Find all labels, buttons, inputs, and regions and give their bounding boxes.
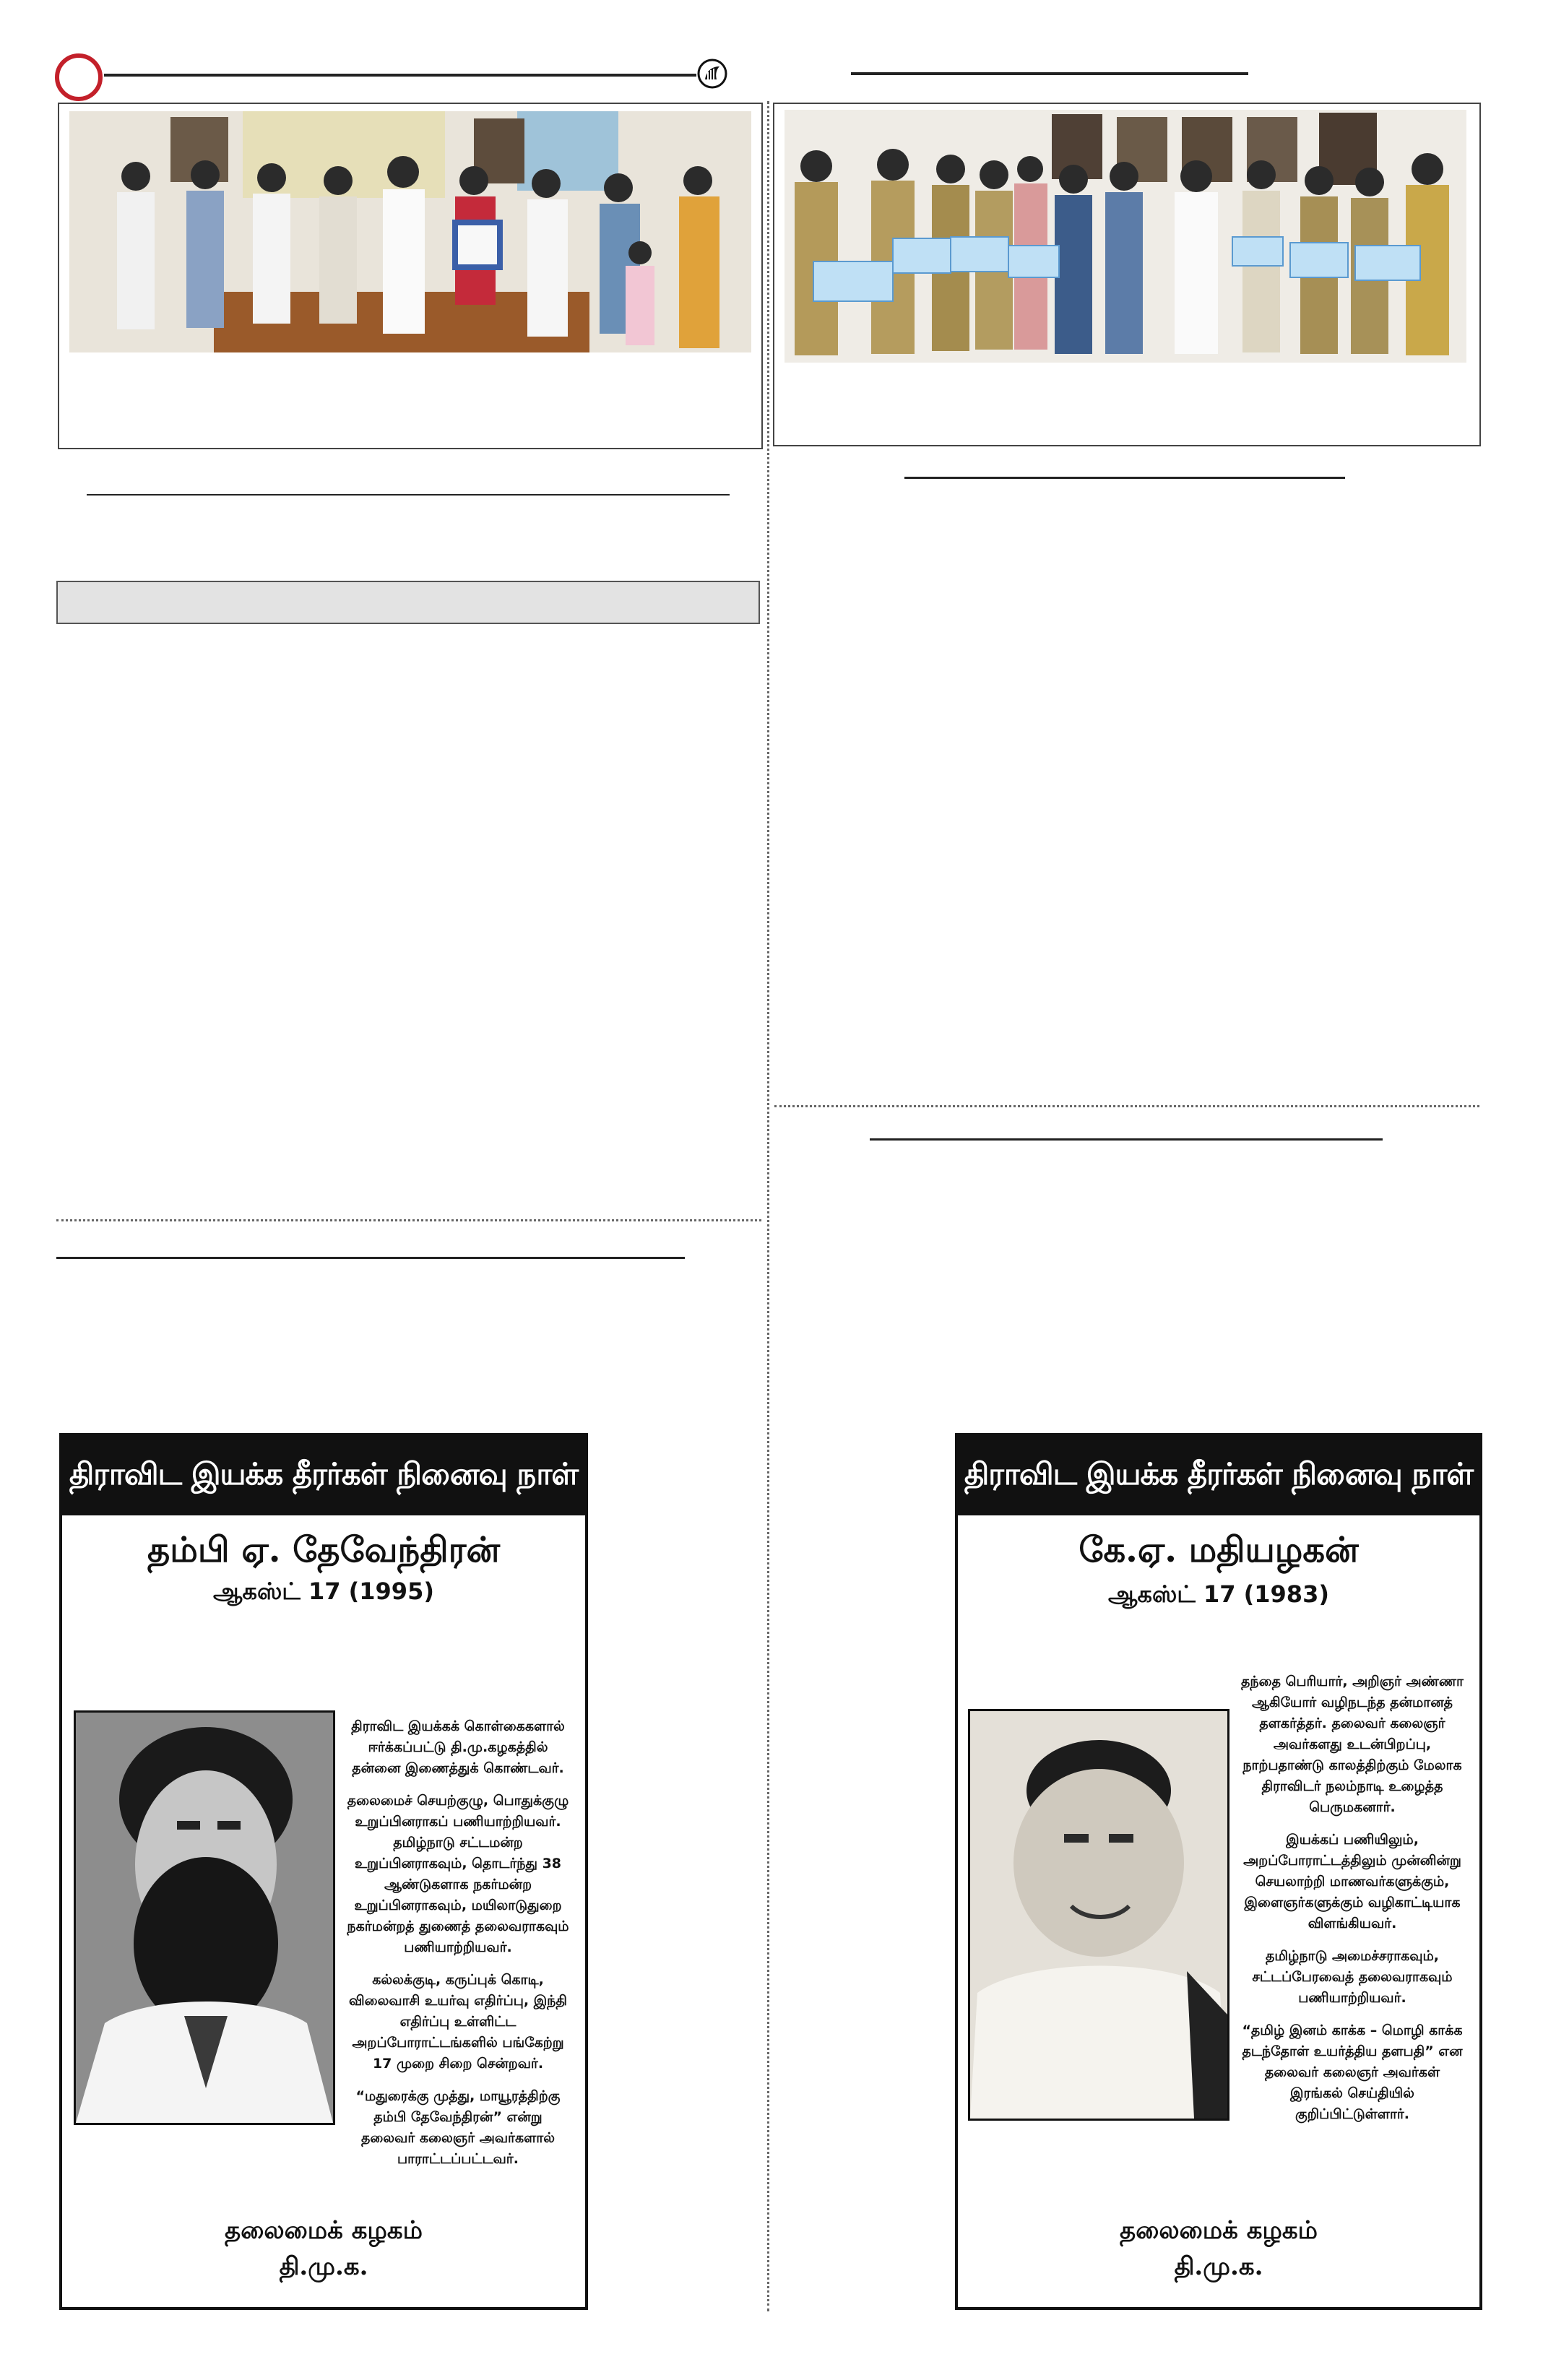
memorial-heading: திராவிட இயக்க தீரர்கள் நினைவு நாள் bbox=[62, 1436, 585, 1515]
memorial-bio bbox=[345, 1716, 571, 2181]
red-circle-badge-icon bbox=[53, 52, 104, 103]
right-headline-rule-2 bbox=[870, 1138, 1383, 1141]
right-section-divider bbox=[774, 1105, 1479, 1107]
bio-paragraph: “மதுரைக்கு முத்து, மாயூரத்திற்கு தம்பி தேவேந்திரன்” என்று தலைவர் கலைஞர் அவர்களால் பாராட்டப்பட்டவர். bbox=[355, 2088, 561, 2167]
column-divider bbox=[767, 101, 769, 2311]
bio-paragraph: தமிழ்நாடு அமைச்சராகவும், சட்டப்பேரவைத் தலைவராகவும் பணியாற்றியவர். bbox=[1252, 1948, 1453, 2006]
bio-paragraph: இயக்கப் பணியிலும், அறப்போராட்டத்திலும் முன்னின்று செயலாற்றி மாணவர்களுக்கும், இளைஞர்களுக்கும் வழிகாட்டியாக விளங்கியவர். bbox=[1243, 1832, 1461, 1931]
header-rule-left bbox=[104, 74, 696, 77]
bio-paragraph: கல்லக்குடி, கருப்புக் கொடி, விலைவாசி உயர்வு எதிர்ப்பு, இந்தி எதிர்ப்பு உள்ளிட்ட அறப்போராட்டங்களில் பங்கேற்று 17 முறை சிறை சென்றவர். bbox=[349, 1972, 567, 2072]
memorial-footer-line1: தலைமைக் கழகம் bbox=[225, 2216, 423, 2245]
memorial-footer-line1: தலைமைக் கழகம் bbox=[1120, 2216, 1318, 2245]
party-symbol-icon bbox=[696, 58, 728, 90]
photo-box-right bbox=[773, 103, 1481, 446]
memorial-name: தம்பி ஏ. தேவேந்திரன் bbox=[147, 1530, 500, 1570]
memorial-footer-line2: தி.மு.க. bbox=[1174, 2252, 1263, 2281]
memorial-date: ஆகஸ்ட் 17 (1995) bbox=[213, 1578, 434, 1605]
photo-distribution-event bbox=[785, 110, 1466, 363]
left-section-divider bbox=[56, 1219, 761, 1221]
memorial-bio bbox=[1238, 1671, 1466, 2137]
memorial-ad-devendran bbox=[59, 1433, 588, 2310]
right-headline-rule-1 bbox=[904, 477, 1345, 479]
portrait-photo bbox=[74, 1710, 335, 2125]
memorial-date: ஆகஸ்ட் 17 (1983) bbox=[1108, 1580, 1329, 1608]
left-headline-rule-2 bbox=[56, 1257, 685, 1259]
memorial-name: கே.ஏ. மதியழகன் bbox=[1079, 1530, 1359, 1570]
memorial-heading: திராவிட இயக்க தீரர்கள் நினைவு நாள் bbox=[958, 1436, 1479, 1515]
bio-paragraph: தந்தை பெரியார், அறிஞர் அண்ணா ஆகியோர் வழிநடந்த தன்மானத் தளகர்த்தர். தலைவர் கலைஞர் அவர்களது உடன்பிறப்பு, நாற்பதாண்டு காலத்திற்கும் மேலாக திராவிடர் நலம்நாடி உழைத்த பெருமகனார். bbox=[1241, 1674, 1464, 1815]
bio-paragraph: தலைமைச் செயற்குழு, பொதுக்குழு உறுப்பினராகப் பணியாற்றியவர். தமிழ்நாடு சட்டமன்ற உறுப்பினராகவும், தொடர்ந்து 38 ஆண்டுகளாக நகர்மன்ற உறுப்பினராகவும், மயிலாடுதுறை நகர்மன்றத் துணைத் தலைவராகவும் பணியாற்றியவர். bbox=[347, 1793, 569, 1955]
left-grey-bar bbox=[56, 581, 760, 624]
bio-paragraph: “தமிழ் இனம் காக்க – மொழி காக்க தடந்தோள் உயர்த்திய தளபதி” என தலைவர் கலைஞர் அவர்கள் இரங்கல் செய்தியில் குறிப்பிட்டுள்ளார். bbox=[1242, 2022, 1463, 2122]
memorial-footer-line2: தி.மு.க. bbox=[279, 2252, 368, 2281]
memorial-ad-mathiyazhagan bbox=[955, 1433, 1482, 2310]
bio-paragraph: திராவிட இயக்கக் கொள்கைகளால் ஈர்க்கப்பட்டு தி.மு.கழகத்தில் தன்னை இணைத்துக் கொண்டவர். bbox=[351, 1718, 565, 1776]
portrait-photo bbox=[968, 1709, 1229, 2121]
photo-handing-over-order bbox=[69, 111, 751, 352]
header-rule-right bbox=[851, 72, 1248, 75]
photo-box-left bbox=[58, 103, 763, 449]
left-headline-rule-1 bbox=[87, 494, 730, 496]
